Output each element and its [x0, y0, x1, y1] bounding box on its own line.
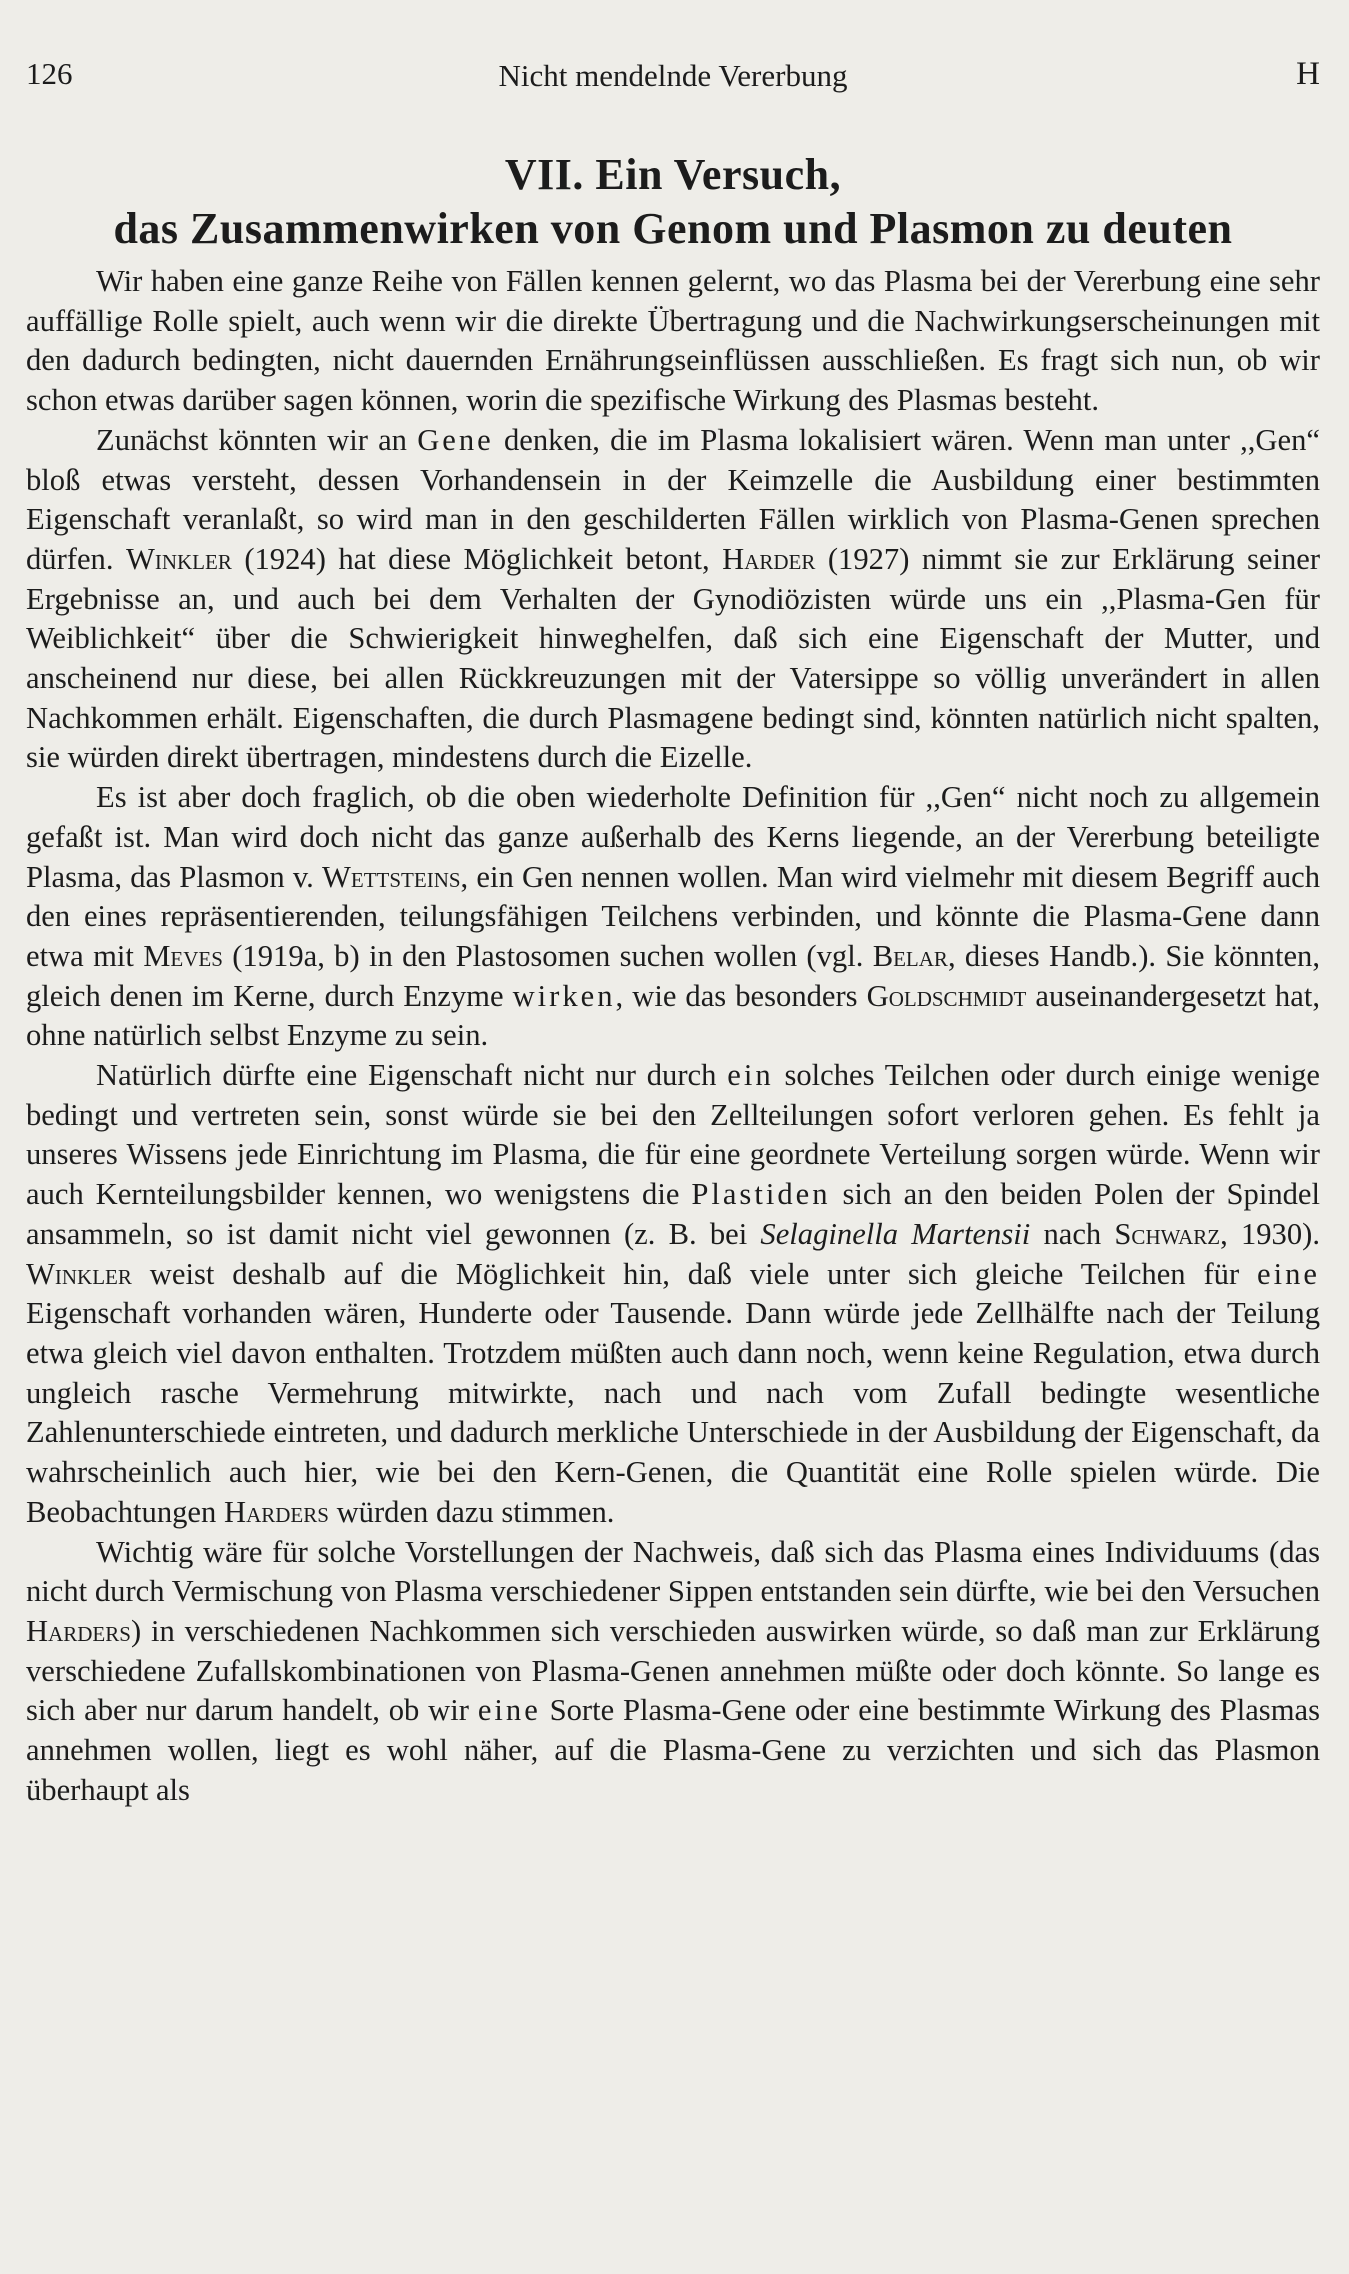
paragraph-4	[26, 1056, 1320, 1532]
text-run: Zunächst könnten wir an	[96, 422, 407, 457]
text-run: Es ist aber doch fraglich, ob die oben wiederholte Definition für ,,Gen“ nicht noch zu allgemein gefaßt ist. Man wird doch nicht das ganze außerhalb des Kerns liegende, an der Vererbung beteiligte Plasma, das Plasmon v.	[26, 780, 1320, 894]
paragraph-3	[26, 778, 1320, 1056]
text-run: würden dazu stimmen.	[336, 1494, 615, 1529]
text-run: solches Teilchen oder durch einige wenige bedingt und vertreten sein, sonst würde sie bei den Zellteilungen sofort verloren gehen. Es fehlt ja unseres Wissens jede Einrichtung im Plasma, die für eine geordnete Verteilung sorgen würde. Wenn wir auch Kernteilungsbilder kennen, wo wenigstens die	[26, 1058, 1320, 1212]
text-run: , dieses Handb.). Sie könnten, gleich denen im Kerne, durch Enzyme	[26, 938, 1320, 1013]
author-name: Schwarz	[1114, 1216, 1221, 1251]
text-run: Wichtig wäre für solche Vorstellungen der Nachweis, daß sich das Plasma eines Individuums (das nicht durch Vermischung von Plasma verschiedener Sippen entstanden sein dürfte, wie bei den Versuchen	[26, 1534, 1320, 1609]
text-run: (1924) hat diese Möglichkeit betont,	[244, 541, 710, 576]
text-run: Sorte Plasma-Gene oder eine bestimmte Wirkung des Plasmas annehmen wollen, liegt es wohl näher, auf die Plasma-Gene zu verzichten und sich das Plasmon überhaupt als	[26, 1693, 1320, 1807]
running-title: Nicht mendelnde Vererbung	[498, 58, 848, 93]
page-header	[26, 56, 1320, 104]
author-name: Harders	[26, 1613, 131, 1648]
text-run: ) in verschiedenen Nachkommen sich verschieden auswirken würde, so daß man zur Erklärung verschiedene Zufallskombinationen von Plasma-Genen annehmen müßte oder doch könnte. So lange es sich aber nur darum handelt, ob wir	[26, 1613, 1320, 1728]
paragraph-2	[26, 421, 1320, 778]
spaced-term: Gene	[417, 422, 494, 457]
body-text	[26, 262, 1320, 1810]
author-name: Winkler	[125, 541, 232, 576]
text-run: , wie das besonders	[615, 978, 858, 1013]
author-name: Goldschmidt	[866, 978, 1027, 1013]
text-run: (1919a, b) in den Plastosomen suchen wollen (vgl.	[232, 938, 864, 973]
paragraph-1: Wir haben eine ganze Reihe von Fällen kennen gelernt, wo das Plasma bei der Vererbung eine sehr auffällige Rolle spielt, auch wenn wir die direkte Übertragung und die Nachwirkungserscheinungen mit den dadurch bedingten, nicht dauernden Ernährungseinflüssen ausschließen. Es fragt sich nun, ob wir schon etwas darüber sagen können, worin die spezifische Wirkung des Plasmas besteht.	[26, 264, 1320, 418]
author-name: Wettsteins	[322, 859, 461, 894]
text-run: weist deshalb auf die Möglichkeit hin, daß viele unter sich gleiche Teilchen für	[149, 1256, 1240, 1291]
spaced-term: wirken	[512, 978, 616, 1013]
author-name: Harders	[223, 1494, 329, 1529]
text-run: , ein Gen nennen wollen. Man wird vielmehr mit diesem Begriff auch den eines repräsentierenden, teilungsfähigen Teilchens verbinden, und könnte die Plasma-Gene dann etwa mit	[26, 859, 1321, 973]
text-run: auseinandergesetzt hat, ohne natürlich selbst Enzyme zu sein.	[26, 978, 1320, 1053]
text-run: Natürlich dürfte eine Eigenschaft nicht nur durch	[96, 1058, 717, 1093]
species-name: Selaginella Martensii	[760, 1216, 1031, 1251]
paragraph-5	[26, 1533, 1320, 1811]
author-name: Meves	[143, 938, 223, 973]
chapter-title-line-1: VII. Ein Versuch,	[504, 150, 842, 199]
text-run: denken, die im Plasma lokalisiert wären. Wenn man unter ,,Gen“ bloß etwas versteht, dessen Vorhandensein in der Keimzelle die Ausbildung einer bestimmten Eigenschaft veranlaßt, so wird man in den geschilderten Fällen wirklich von Plasma-Genen sprechen dürfen.	[26, 422, 1320, 576]
text-run: Eigenschaft vorhanden wären, Hunderte oder Tausende. Dann würde jede Zellhälfte nach der Teilung etwa gleich viel davon enthalten. Trotzdem müßten auch dann noch, wenn keine Regulation, etwa durch ungleich rasche Vermehrung mitwirkte, nach und nach vom Zufall bedingte wesentliche Zahlenunterschiede eintreten, und dadurch merkliche Unterschiede in der Ausbildung der Eigenschaft, da wahrscheinlich auch hier, wie bei den Kern-Genen, die Quantität eine Rolle spielen würde. Die Beobachtungen	[26, 1296, 1320, 1529]
spaced-term: ein	[727, 1058, 774, 1093]
spaced-term: Plastiden	[691, 1177, 831, 1212]
text-run: (1927) nimmt sie zur Erklärung seiner Ergebnisse an, und auch bei dem Verhalten der Gynodiözisten würde uns ein ,,Plasma-Gen für Weiblichkeit“ über die Schwierigkeit hinweghelfen, daß sich eine Eigenschaft der Mutter, und anscheinend nur diese, bei allen Rückkreuzungen mit der Vatersippe so völlig unverändert in allen Nachkommen erhält. Eigenschaften, die durch Plasmagene bedingt sind, könnten natürlich nicht spalten, sie würden direkt übertragen, mindestens durch die Eizelle.	[26, 541, 1321, 775]
chapter-title-line-2: das Zusammenwirken von Genom und Plasmon zu deuten	[113, 204, 1233, 253]
text-run: sich an den beiden Polen der Spindel ansammeln, so ist damit nicht viel gewonnen (z. B. bei	[26, 1177, 1320, 1251]
page-number: 126	[26, 56, 73, 91]
author-name: Winkler	[26, 1256, 132, 1291]
spaced-term: eine	[477, 1693, 541, 1728]
section-letter: H	[1296, 56, 1320, 92]
text-run: , 1930).	[1220, 1216, 1320, 1251]
spaced-term: eine	[1257, 1256, 1321, 1291]
author-name: Harder	[722, 541, 816, 576]
chapter-title	[26, 148, 1320, 256]
author-name: Belar	[872, 938, 948, 973]
text-run: nach	[1043, 1216, 1102, 1251]
